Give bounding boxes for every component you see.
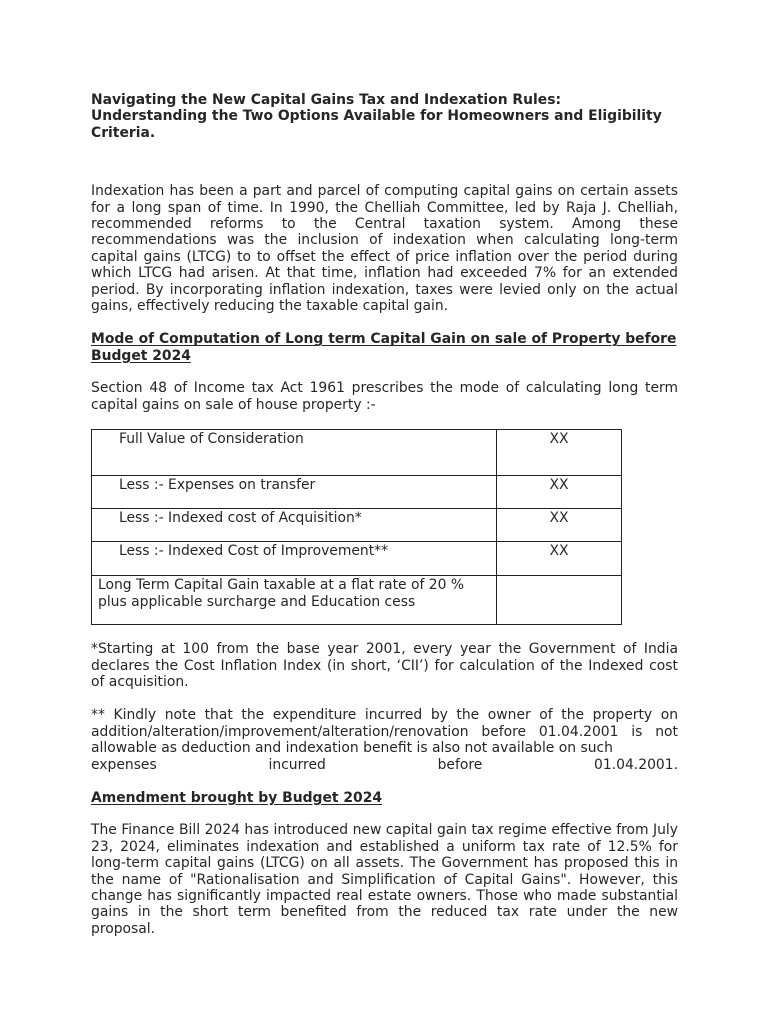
title-line-1: Navigating the New Capital Gains Tax and Indexation Rules: [91,92,562,108]
cii-footnote: *Starting at 100 from the base year 2001, every year the Government of India declares the Cost Inflation Index (in short, ‘CII’) for calculation of the Indexed cost of acquisition. [91,641,678,690]
table-row [92,542,622,576]
table-row [92,576,622,625]
table-row-value [497,576,622,625]
title-line-2: Understanding the Two Options Available for Homeowners and Eligibility [91,108,662,125]
improvement-footnote-last-line: expenses incurred before 01.04.2001. [91,756,678,773]
table-row-label: Less :- Indexed cost of Acquisition* [92,509,497,542]
table-row-label: Long Term Capital Gain taxable at a flat rate of 20 % plus applicable surcharge and Education cess [92,576,497,625]
finance-bill-paragraph: The Finance Bill 2024 has introduced new capital gain tax regime effective from July 23, 2024, eliminates indexation and established a uniform tax rate of 12.5% for long-term capital gains (LTCG) on all assets. The Government has proposed this in the name of "Rationalisation and Simplification of Capital Gains". However, this change has significantly impacted real estate owners. Those who made substantial gains in the short term benefited from the reduced tax rate under the new proposal. [91,822,678,937]
table-row-value: XX [497,430,622,476]
table-row-label: Full Value of Consideration [92,430,497,476]
improvement-footnote [91,707,678,756]
table-row-label: Less :- Indexed Cost of Improvement** [92,542,497,576]
table-row-value: XX [497,509,622,542]
table-row-value: XX [497,476,622,509]
table-row [92,430,622,476]
page-title [91,92,678,141]
mode-of-computation-heading: Mode of Computation of Long term Capital Gain on sale of Property before Budget 2024 [91,331,677,364]
title-line-3: Criteria. [91,124,156,141]
table-row [92,476,622,509]
section-48-paragraph: Section 48 of Income tax Act 1961 prescribes the mode of calculating long term capital gains on sale of house property :- [91,380,678,413]
amendment-heading: Amendment brought by Budget 2024 [91,789,383,806]
improvement-footnote-text: ** Kindly note that the expenditure incurred by the owner of the property on addition/alteration/improvement/alteration/renovation before 01.04.2001 is not allowable as deduction and indexation benefit is also not available on such [91,707,678,757]
table-row-value: XX [497,542,622,576]
table-row [92,509,622,542]
computation-table [91,429,622,625]
table-row-label: Less :- Expenses on transfer [92,476,497,509]
document-page [91,92,678,937]
intro-paragraph: Indexation has been a part and parcel of computing capital gains on certain assets for a long span of time. In 1990, the Chelliah Committee, led by Raja J. Chelliah, recommended reforms to the Central taxation system. Among these recommendations was the inclusion of indexation when calculating long-term capital gains (LTCG) to to offset the effect of price inflation over the period during which LTCG had arisen. At that time, inflation had exceeded 7% for an extended period. By incorporating inflation indexation, taxes were levied only on the actual gains, effectively reducing the taxable capital gain. [91,183,678,315]
